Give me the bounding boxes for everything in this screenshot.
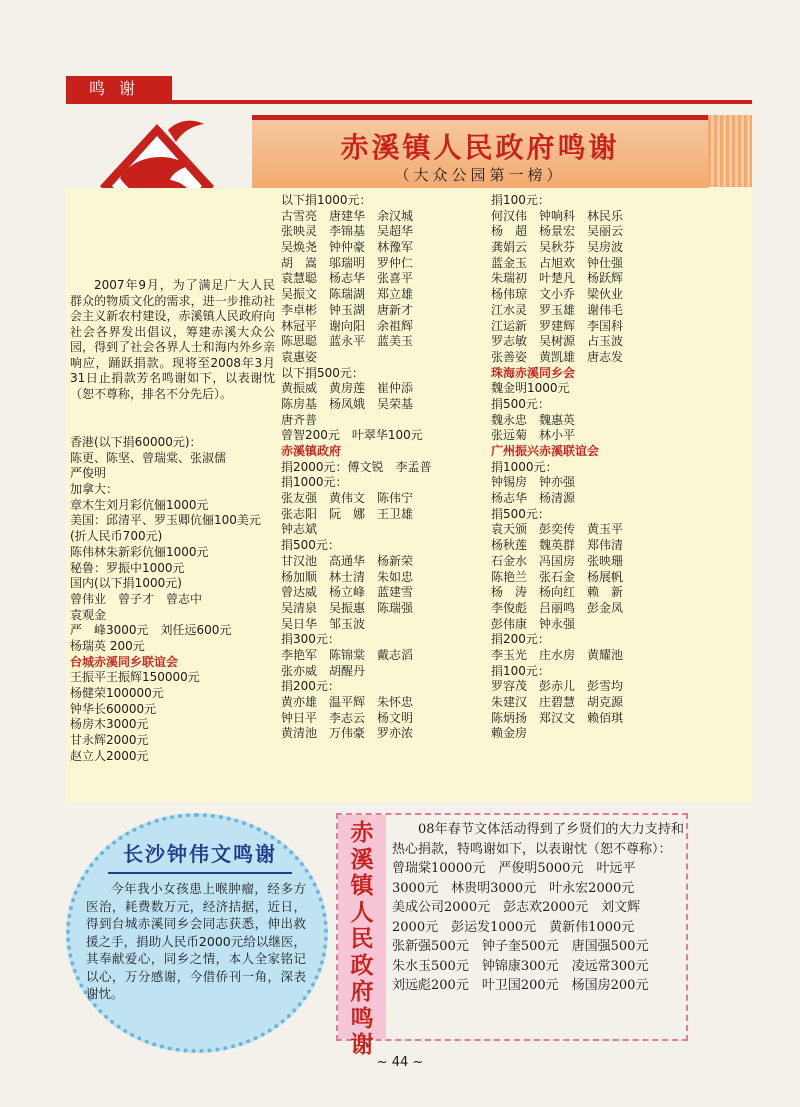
donor-line: 龚娟云 吴秋芬 吴房波: [491, 240, 624, 255]
donor-line: 2000元 彭运发1000元 黄新伟1000元: [392, 919, 635, 935]
donor-line: 捐300元：: [281, 632, 340, 647]
donor-line: 钟日平 李志云 杨文明: [281, 710, 414, 725]
donor-line: 捐2000元：傅文锐 李孟普: [281, 459, 432, 474]
donor-line: (折人民币700元): [70, 529, 163, 544]
donor-line: 魏永忠 魏惠英: [491, 412, 576, 427]
donor-line: 捐1000元：: [491, 459, 558, 474]
donor-line: 捐100元：: [491, 663, 550, 678]
donor-line: 章木生刘月彩伉俪1000元: [70, 497, 209, 512]
donor-line: 加拿大：: [70, 482, 119, 497]
banner-stripe: [708, 115, 752, 187]
donor-line: 江水灵 罗玉雄 谢伟毛: [491, 302, 624, 317]
vertical-title-char: 溪: [350, 845, 374, 873]
donor-line: 李艳军 陈锦棠 戴志滔: [281, 647, 414, 662]
spring-festival-donors: [392, 859, 684, 996]
donor-line: 杨秋莲 魏英群 郑伟清: [491, 538, 624, 553]
donor-line: 江运新 罗建辉 李国科: [491, 318, 624, 333]
donor-line: 捐100元：: [491, 193, 550, 207]
banner-title: 赤溪镇人民政府鸣谢: [340, 131, 620, 164]
intro-text: 2007年9月，为了满足广大人民群众的物质文化的需求，进一步推动社会主义新农村建设，赤溪镇人民政府向社会各界发出倡议，筹建赤溪大众公园，得到了社会各界人士和海内外乡亲响应，踊跃捐款。现将至2008年3月31日止捐款芳名鸣谢如下，以表谢忱（恕不尊称，排名不分先后）。: [70, 278, 275, 401]
donor-line: 张远菊 林小平: [491, 428, 576, 443]
donor-line: 林冠平 谢向阳 余祖辉: [281, 318, 414, 333]
changsha-title: 长沙钟伟文鸣谢: [123, 842, 277, 866]
spring-festival-text: [392, 820, 684, 996]
donor-line: 秘鲁：罗振中1000元: [70, 560, 185, 575]
donor-line: 3000元 林贵明3000元 叶永宏2000元: [392, 880, 635, 896]
donor-line: 美成公司2000元 彭志欢2000元 刘文辉: [392, 900, 641, 915]
donor-line: 王振平王振辉150000元: [70, 670, 200, 685]
donor-line: 张亦威 胡醒丹: [281, 663, 366, 678]
donor-line: 袁观金: [70, 607, 107, 622]
donor-line: 杨加顺 林士清 朱如忠: [281, 569, 414, 584]
donor-line: 吴振文 陈瑞湖 郑立雄: [281, 287, 414, 302]
donor-line: 罗容茂 彭赤儿 彭雪均: [491, 679, 624, 694]
donor-line: 杨志华 杨清源: [491, 491, 576, 506]
donor-line: 刘远彪200元 叶卫国200元 杨国房200元: [392, 978, 649, 993]
donor-line: 黄清池 万伟豪 罗亦浓: [281, 726, 414, 741]
spring-festival-lead: 08年春节文体活动得到了乡贤们的大力支持和热心捐款，特鸣谢如下，以表谢忱（恕不尊称）：: [392, 822, 684, 857]
donor-line: 李卓彬 钟玉湖 唐新才: [281, 302, 414, 317]
donor-line: 袁天颁 彭奕传 黄玉平: [491, 522, 624, 537]
donor-line: 陈房基 杨凤娥 吴荣基: [281, 396, 414, 411]
donor-line: 捐500元：: [491, 396, 550, 411]
donor-line: 吴清泉 吴振惠 陈瑞强: [281, 600, 414, 615]
donor-line: 以下捐500元：: [281, 365, 364, 380]
donor-line: 朱建汉 庄碧慧 胡克源: [491, 695, 624, 709]
donor-line: 古雪亮 唐建华 余汉城: [281, 208, 414, 223]
donor-column-3: [491, 193, 623, 742]
group-heading: 珠海赤溪同乡会: [491, 365, 576, 380]
donor-line: 魏金明1000元: [491, 381, 570, 396]
intro-paragraph: [70, 278, 275, 402]
donor-line: 朱水玉500元 钟锦康300元 凌远常300元: [392, 958, 649, 974]
donor-line: 唐齐普: [281, 412, 318, 427]
donor-line: 曾瑞棠10000元 严俊明5000元 叶远平: [392, 861, 636, 876]
vertical-title-char: 民: [350, 925, 374, 952]
donor-line: 吴日华 邹玉波: [281, 616, 366, 631]
donor-line: 陈艳兰 张石金 杨展帆: [491, 569, 624, 584]
donor-line: 袁惠姿: [281, 349, 318, 364]
donor-column-2: [281, 193, 432, 742]
donor-line: 胡 嵩 邬瑞明 罗仲仁: [281, 255, 414, 270]
donor-line: 陈更、陈坚、曾瑞棠、张淑儒: [70, 450, 227, 465]
donor-line: 杨健荣100000元: [70, 686, 164, 700]
donor-line: 吴焕尧 钟仲豪 林豫军: [281, 240, 414, 255]
donor-line: 美国：邱清平、罗玉卿伉俪100美元: [70, 513, 261, 528]
donor-line: 陈伟林朱新彩伉俪1000元: [70, 544, 209, 559]
donor-column-1: [70, 435, 261, 764]
donor-line: 甘汉池 高通华 杨新荣: [281, 553, 414, 568]
donor-line: 蓝金玉 占旭欢 钟仕强: [491, 255, 624, 270]
donor-line: 张映灵 李锦基 吴超华: [281, 224, 414, 239]
donor-line: 罗志敏 吴树源 占玉波: [491, 334, 624, 349]
vertical-title-char: 镇: [350, 872, 374, 899]
donor-line: 袁慧聪 杨志华 张喜平: [281, 271, 414, 286]
donor-line: 李俊彪 吕丽鸣 彭金凤: [491, 600, 624, 615]
donor-line: 张善姿 黄凯雄 唐志发: [491, 349, 624, 364]
vertical-title-char: 府: [350, 978, 374, 1005]
donor-line: 曾达威 杨立峰 蓝建雪: [281, 585, 414, 600]
donor-line: 钟志斌: [281, 522, 318, 537]
donor-line: 杨瑞英 200元: [70, 638, 145, 653]
vertical-title-char: 赤: [350, 819, 374, 846]
donor-line: 黄亦雄 温平辉 朱怀忠: [281, 695, 414, 709]
vertical-title-char: 人: [350, 898, 374, 926]
donor-line: 严俊明: [70, 466, 107, 481]
changsha-title-rule: [108, 872, 292, 874]
vertical-title-char: 鸣: [350, 1004, 374, 1032]
changsha-text: 今年我小女孩患上喉肿瘤，经多方医治，耗费数万元，经济拮据，近日，得到台城赤溪同乡会同志获悉，伸出救援之手，捐助人民币2000元给以继医，其奉献爱心，同乡之情，本人全家铭记以心，万分感谢，今借侨刊一角，深表谢忱。: [86, 881, 306, 1001]
donor-line: 捐200元：: [281, 679, 340, 694]
donor-line: 曾伟业 曾子才 曾志中: [70, 591, 203, 606]
donor-line: 甘永辉2000元: [70, 733, 149, 748]
donor-line: 曾智200元 叶翠华100元: [281, 428, 423, 443]
vertical-title-char: 谢: [350, 1031, 374, 1058]
donor-line: 石金水 冯国房 张映珊: [491, 553, 624, 568]
donor-line: 国内(以下捐1000元): [70, 576, 182, 591]
vertical-title-char: 政: [350, 951, 374, 979]
group-heading: 台城赤溪同乡联谊会: [70, 654, 179, 669]
vertical-title: [342, 820, 382, 1059]
donor-line: 黄振威 黄房莲 崔仲添: [281, 381, 414, 396]
donor-line: 杨房木3000元: [70, 717, 149, 732]
donor-line: 赖金房: [491, 726, 528, 741]
donor-line: 张友强 黄伟文 陈伟宁: [281, 491, 414, 506]
top-rule: [66, 100, 752, 104]
donor-line: 捐500元：: [491, 506, 550, 521]
donor-line: 李玉光 庄水房 黄耀池: [491, 647, 624, 662]
donor-line: 朱瑞初 叶楚凡 杨跃辉: [491, 271, 624, 286]
donor-line: 陈思聪 蓝永平 蓝美玉: [281, 334, 414, 349]
donor-line: 赵立人2000元: [70, 748, 149, 763]
donor-line: 捐500元：: [281, 538, 340, 553]
banner: [252, 115, 708, 192]
donor-line: 严 峰3000元 刘任远600元: [70, 623, 232, 638]
donor-line: 张新强500元 钟子奎500元 唐国强500元: [392, 939, 649, 954]
donor-line: 何汉伟 钟响科 林民乐: [491, 208, 624, 223]
donor-line: 钟锡房 钟亦强: [491, 475, 576, 490]
donor-line: 张志阳 阮 娜 王卫雄: [281, 506, 414, 521]
donor-line: 杨伟琼 文小乔 梁伙业: [491, 287, 624, 302]
donor-line: 杨 涛 杨向红 赖 新: [491, 585, 624, 600]
donor-line: 陈炳扬 郑汉文 赖佰琪: [491, 710, 624, 725]
donor-line: 杨 超 杨景宏 吴丽云: [491, 224, 624, 239]
donor-line: 捐200元：: [491, 632, 550, 647]
section-tab: 鸣谢: [66, 76, 172, 102]
group-heading: 赤溪镇政府: [281, 444, 342, 458]
donor-line: 钟华长60000元: [70, 701, 157, 716]
group-heading: 广州振兴赤溪联谊会: [491, 444, 600, 458]
banner-subtitle: （大众公园第一榜）: [394, 166, 566, 184]
donor-line: 香港(以下捐60000元)：: [70, 435, 202, 449]
donor-line: 彭伟康 钟永强: [491, 616, 576, 631]
donor-line: 捐1000元：: [281, 475, 348, 490]
page-number: ~ 44 ~: [376, 1055, 424, 1070]
donor-line: 以下捐1000元：: [281, 193, 372, 207]
